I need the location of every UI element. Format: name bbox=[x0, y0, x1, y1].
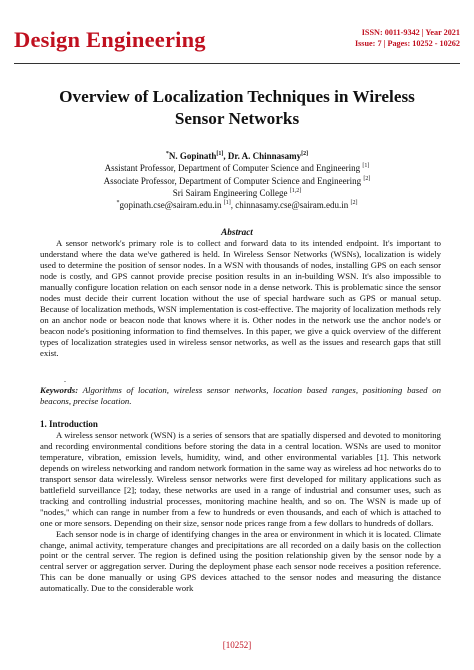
abstract-heading: Abstract bbox=[221, 227, 253, 237]
journal-header bbox=[14, 26, 462, 60]
author-names bbox=[20, 150, 454, 162]
introduction-body bbox=[40, 430, 441, 594]
issn-line: ISSN: 0011-9342 | Year 2021 bbox=[361, 28, 460, 37]
email-2-ref: [2] bbox=[350, 200, 358, 207]
author-1: N. Gopinath bbox=[168, 151, 217, 161]
affiliation-1-ref: [1] bbox=[362, 163, 370, 170]
title-line-1: Overview of Localization Techniques in Wireless bbox=[59, 87, 415, 106]
email-1-ref: [1] bbox=[223, 200, 231, 207]
affiliation-2-ref: [2] bbox=[363, 175, 371, 182]
issue-line: Issue: 7 | Pages: 10252 - 10262 bbox=[354, 38, 460, 48]
paper-title bbox=[20, 86, 454, 130]
header-rule bbox=[14, 63, 460, 64]
affiliation-2-text: Associate Professor, Department of Computer Science and Engineering bbox=[103, 175, 362, 186]
keywords-label: Keywords: bbox=[40, 385, 79, 395]
email-star: * bbox=[116, 200, 120, 207]
author-block bbox=[20, 150, 454, 211]
author-1-ref: [1] bbox=[216, 151, 224, 157]
email-1[interactable]: gopinath.cse@sairam.edu.in bbox=[119, 200, 222, 211]
intro-paragraph-2: Each sensor node is in charge of identifying changes in the area or environment in which it is located. Climate change, animal activity, temperature changes and precipitations are all recorded on a daily basis on the collection point or the central server. The region is defined using the position relationship given by the sensor node by a central server or aggregation server. During the deployment phase each sensor node receives a position reference. This can be done manually or using GPS devices attached to the sensor nodes and measuring the distance automatically. Due to the considerable work bbox=[40, 528, 441, 594]
abstract-paragraph: A sensor network's primary role is to collect and forward data to its intended endpoint. It's important to understand where the data we've gathered is held. In Wireless Sensor Networks (WSNs), localization is widely used to determine the position of sensor nodes. In a WSN with thousands of nodes, installing GPS on each sensor node is costly, and GPS cannot provide precise position results in an in-building WSN. It's also impossible to manually configure location relation on each sensor node in a dense network. This is problematic since the sensor nodes must decide their current location without the use of special hardware such as GPS or manual setup. Because of localization methods, WSN implementation is cost-effective. The majority of localization methods rely on an anchor node or beacon node that knows where it is. Other nodes in the network use the anchor node's or beacon node's positioning information to find themselves. In this paper, we give a quick overview of the different types of localization strategies used in wireless sensor networks, as well as the issues and research gaps that still exist. bbox=[40, 238, 441, 358]
author-2-ref: [2] bbox=[301, 151, 309, 157]
keywords bbox=[40, 385, 441, 407]
corresponding-star: * bbox=[165, 151, 169, 157]
emails bbox=[20, 199, 454, 211]
issn-block bbox=[355, 28, 460, 49]
intro-paragraph-1: A wireless sensor network (WSN) is a series of sensors that are spatially dispersed and devoted to monitoring and recording environmental conditions before storing the data in a central location. WSNs are used to monitor temperature, vibration, emission levels, humidity, wind, and other environmental variables [1]. This network depends on wireless networking and random network formation in the same way as wireless ad hoc networks do to transport sensor data wirelessly. Wireless sensor networks were first developed for military applications such as battlefield surveillance [2]; today, these networks are used in a range of industrial and consumer uses, such as tracking and controlling industrial processes, monitoring machine health, and so on. The WSN is made up of "nodes," which can range in number from a few to hundreds or even thousands, and each of which is attached to one or more sensors. Depending on their size, sensor node prices range from a few dollars to hundreds of dollars. bbox=[40, 430, 441, 528]
stray-dot: . bbox=[64, 375, 66, 384]
affiliation-1-text: Assistant Professor, Department of Computer Science and Engineering bbox=[104, 163, 361, 174]
author-2: Dr. A. Chinnasamy bbox=[227, 151, 302, 161]
abstract-body bbox=[40, 238, 441, 358]
college-name: Sri Sairam Engineering College bbox=[172, 187, 288, 198]
page-number: [10252] bbox=[222, 640, 252, 650]
author-sep: , bbox=[223, 151, 228, 161]
college-ref: [1,2] bbox=[289, 187, 302, 194]
college bbox=[20, 187, 454, 199]
title-line-2: Sensor Networks bbox=[174, 109, 300, 128]
section-heading-introduction: 1. Introduction bbox=[40, 419, 98, 429]
affiliation-1 bbox=[20, 162, 454, 174]
email-2[interactable]: , chinnasamy.cse@sairam.edu.in bbox=[230, 200, 349, 211]
journal-name: Design Engineering bbox=[14, 27, 206, 52]
affiliation-2 bbox=[20, 175, 454, 187]
keywords-text: Algorithms of location, wireless sensor networks, location based ranges, positioning based on beacons, precise location. bbox=[40, 385, 441, 407]
